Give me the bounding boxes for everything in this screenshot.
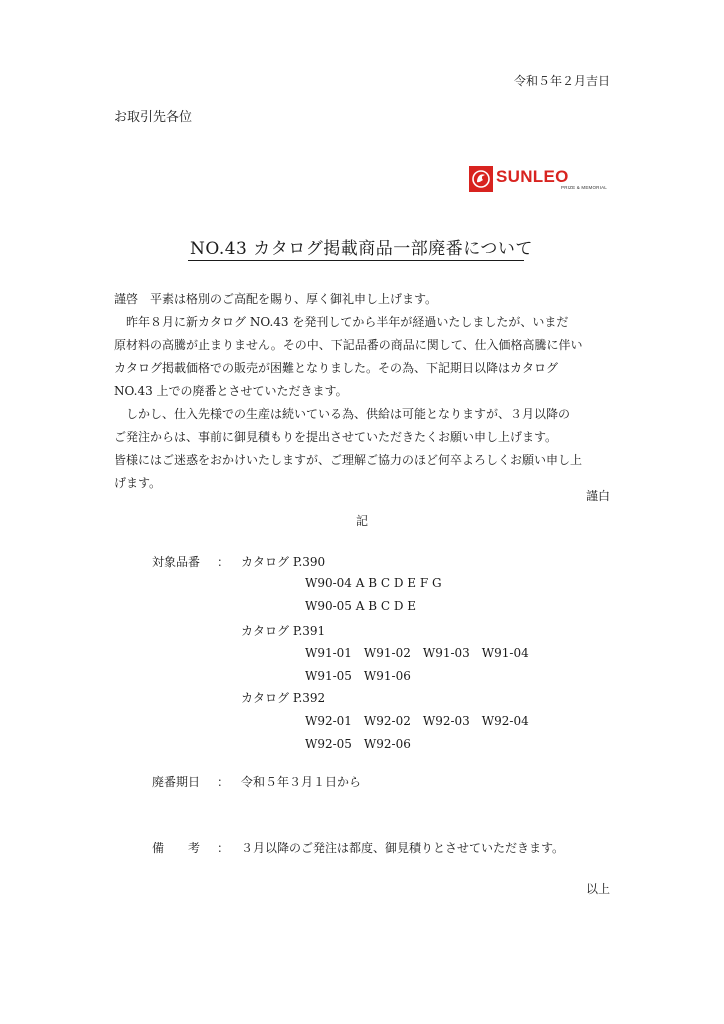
body-line: ご発注からは、事前に御見積もりを提出させていただきたくお願い申し上げます。 xyxy=(114,430,558,444)
document-date: 令和５年２月吉日 xyxy=(513,74,610,88)
discontinue-date: 令和５年３月１日から xyxy=(241,775,362,789)
catalog-label: カタログ P.392 xyxy=(241,691,326,705)
catalog-label: カタログ P.390 xyxy=(241,555,326,569)
body-line: 皆様にはご迷惑をおかけいたしますが、ご理解ご協力のほど何卒よろしくお願い申し上 xyxy=(114,453,583,467)
catalog-label: カタログ P.391 xyxy=(241,624,326,638)
item-codes: W90-04 A B C D E F G xyxy=(305,576,442,590)
body-line: NO.43 上での廃番とさせていただきます。 xyxy=(114,384,348,398)
ki-heading: 記 xyxy=(356,514,369,528)
item-codes: W92-01 W92-02 W92-03 W92-04 xyxy=(305,714,529,728)
items-colon: ： xyxy=(217,555,230,569)
closing-ijou: 以上 xyxy=(585,882,610,896)
logo-tagline: PRIZE & MEMORIAL xyxy=(561,184,607,190)
discontinue-label: 廃番期日 xyxy=(152,775,201,789)
item-codes: W90-05 A B C D E xyxy=(305,599,417,613)
remarks-colon: ： xyxy=(217,841,230,855)
body-line: 昨年８月に新カタログ NO.43 を発刊してから半年が経過いたしましたが、いまだ xyxy=(114,315,569,329)
item-codes: W91-01 W91-02 W91-03 W91-04 xyxy=(305,646,529,660)
item-codes: W92-05 W92-06 xyxy=(305,737,411,751)
body-line: 謹啓 平素は格別のご高配を賜り、厚く御礼申し上げます。 xyxy=(114,292,438,306)
logo-wordmark: SUNLEO xyxy=(496,166,569,186)
document-title: NO.43 カタログ掲載商品一部廃番について xyxy=(190,239,533,259)
sunleo-logo xyxy=(469,166,609,192)
remarks-text: ３月以降のご発注は都度、御見積りとさせていただきます。 xyxy=(241,841,565,855)
closing-kinpaku: 謹白 xyxy=(585,489,610,503)
body-line: しかし、仕入先様での生産は続いている為、供給は可能となりますが、３月以降の xyxy=(114,407,571,421)
recipient: お取引先各位 xyxy=(114,110,193,125)
item-codes: W91-05 W91-06 xyxy=(305,669,411,683)
body-line: カタログ掲載価格での販売が困難となりました。その為、下記期日以降はカタログ xyxy=(114,361,559,375)
body-line: げます。 xyxy=(114,476,162,490)
title-underline xyxy=(188,260,524,261)
body-line: 原材料の高騰が止まりません。その中、下記品番の商品に関して、仕入価格高騰に伴い xyxy=(114,338,583,352)
discontinue-colon: ： xyxy=(217,775,230,789)
lion-emblem-icon xyxy=(469,166,493,192)
body-text xyxy=(114,288,614,495)
remarks-label: 備 考 xyxy=(152,841,201,855)
items-label: 対象品番 xyxy=(152,555,201,569)
